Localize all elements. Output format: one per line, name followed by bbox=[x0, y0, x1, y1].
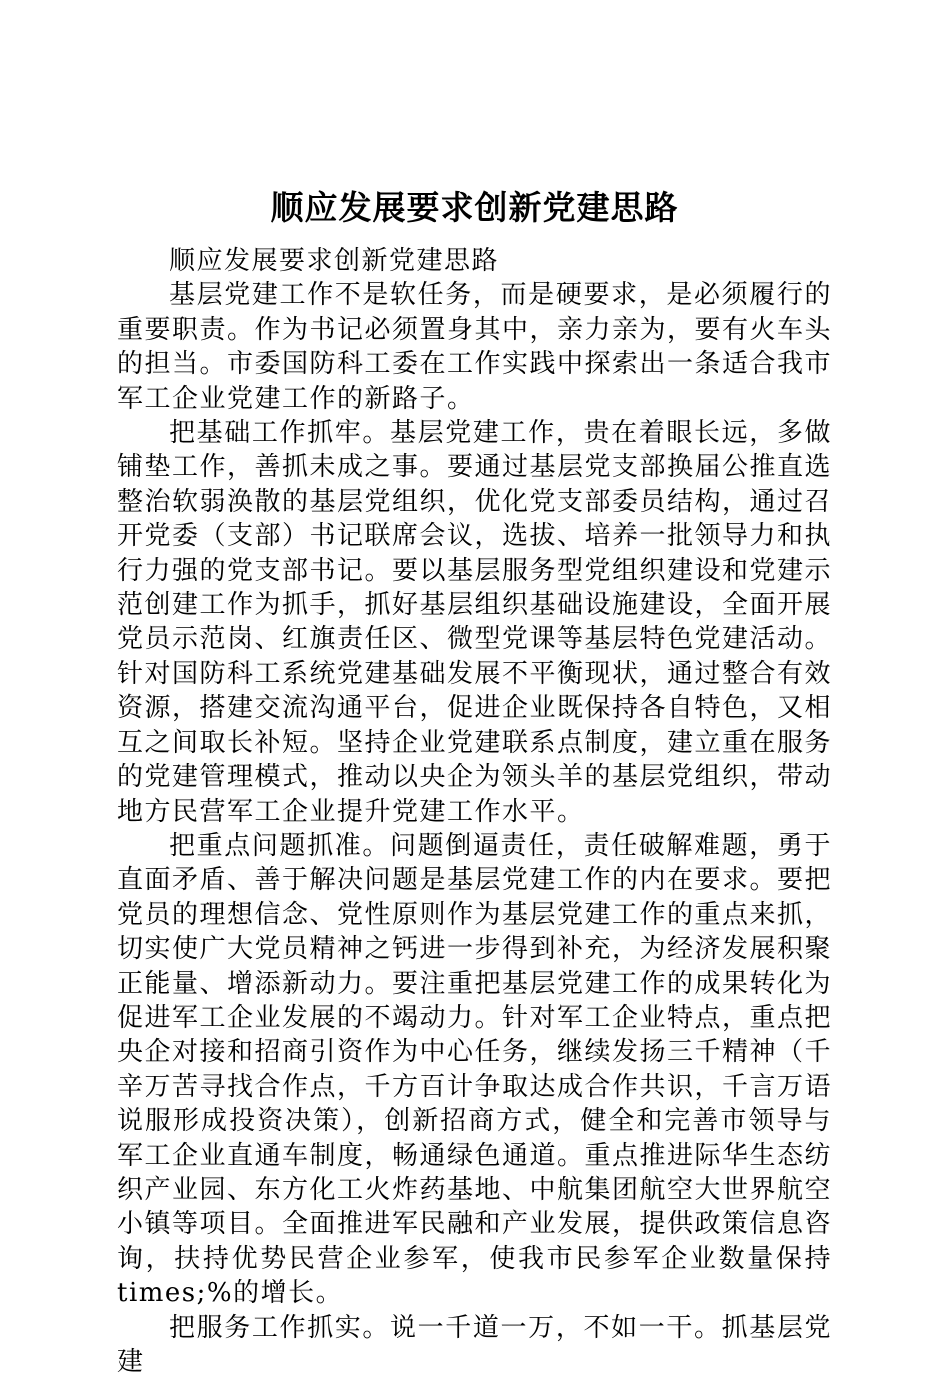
paragraph-service: 把服务工作抓实。说一千道一万，不如一干。抓基层党建 bbox=[117, 1312, 832, 1377]
document-page bbox=[117, 182, 832, 1379]
document-title: 顺应发展要求创新党建思路 bbox=[270, 188, 679, 227]
paragraph-key-issues: 把重点问题抓准。问题倒逼责任，责任破解难题，勇于直面矛盾、善于解决问题是基层党建工作的内在要求。要把党员的理想信念、党性原则作为基层党建工作的重点来抓，切实使广大党员精神之钙进一步得到补充，为经济发展积聚正能量、增添新动力。要注重把基层党建工作的成果转化为促进军工企业发展的不竭动力。针对军工企业特点，重点把央企对接和招商引资作为中心任务，继续发扬三千精神（千辛万苦寻找合作点，千方百计争取达成合作共识，千言万语说服形成投资决策），创新招商方式，健全和完善市领导与军工企业直通车制度，畅通绿色通道。重点推进际华生态纺织产业园、东方化工火炸药基地、中航集团航空大世界航空小镇等项目。全面推进军民融和产业发展，提供政策信息咨询，扶持优势民营企业参军，使我市民参军企业数量保持times;%的增长。 bbox=[117, 830, 833, 1309]
paragraph-foundation: 把基础工作抓牢。基层党建工作，贵在着眼长远，多做铺垫工作，善抓未成之事。要通过基层党支部换届公推直选整治软弱涣散的基层党组织，优化党支部委员结构，通过召开党委（支部）书记联席会议，选拔、培养一批领导力和执行力强的党支部书记。要以基层服务型党组织建设和党建示范创建工作为抓手，抓好基层组织基础设施建设，全面开展党员示范岗、红旗责任区、微型党课等基层特色党建活动。针对国防科工系统党建基础发展不平衡现状，通过整合有效资源，搭建交流沟通平台，促进企业既保持各自特色，又相互之间取长补短。坚持企业党建联系点制度，建立重在服务的党建管理模式，推动以央企为领头羊的基层党组织，带动地方民营军工企业提升党建工作水平。 bbox=[117, 418, 833, 827]
paragraph-subtitle: 顺应发展要求创新党建思路 bbox=[169, 246, 500, 276]
paragraph-intro: 基层党建工作不是软任务，而是硬要求，是必须履行的重要职责。作为书记必须置身其中，亲力亲为，要有火车头的担当。市委国防科工委在工作实践中探索出一条适合我市军工企业党建工作的新路子。 bbox=[117, 280, 833, 414]
